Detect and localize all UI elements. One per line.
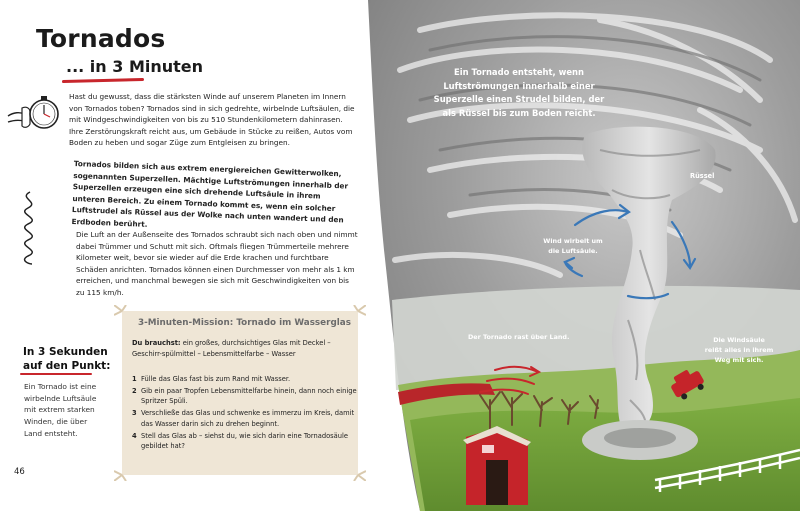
quick-facts-text: Ein Tornado ist eine wirbelnde Luftsäule mit extrem starken Winden, die über Land entsteht.	[24, 382, 97, 438]
mission-step: 1 Fülle das Glas fast bis zum Rand mit Wasser.	[132, 375, 291, 383]
annotation-ruessel: Rüssel	[690, 172, 715, 180]
page-title: Tornados	[36, 24, 166, 53]
quick-facts-title: In 3 Sekunden auf den Punkt:	[23, 346, 111, 372]
effects-paragraph: Die Luft an der Außenseite des Tornados schraubt sich nach oben und nimmt dabei Trümmer und Schutt mit sich. Oftmals fliegen Trümmerteile mehrere Kilometer weit, bevor sie wieder auf die Erde krachen und furchtbare Schäden anrichten. Tornados können einen Durchmesser von mehr als 1 km erreichen, und manchmal bewegen sie sich mit Geschwindigkeiten von bis zu 115 km/h.	[76, 230, 358, 297]
mission-step: 4 Stell das Glas ab – siehst du, wie sich darin eine Tornadosäule gebildet hat?	[132, 431, 348, 451]
annotation-rast: Der Tornado rast über Land.	[468, 333, 570, 341]
mission-step: 3 Verschließe das Glas und schwenke es immerzu im Kreis, damit das Wasser darin sich zu drehen beginnt.	[132, 409, 355, 428]
mission-materials: Du brauchst: ein großes, durchsichtiges Glas mit Deckel – Geschirr-spülmittel – Lebensmittelfarbe – Wasser	[132, 339, 331, 358]
annotation-saeule: Die Windsäule reißt alles in ihrem Weg mit sich.	[704, 336, 774, 364]
barn-illustration	[463, 426, 531, 505]
mission-steps	[132, 374, 357, 453]
stopwatch-icon	[6, 86, 68, 136]
mission-title: 3-Minuten-Mission: Tornado im Wasserglas	[138, 318, 351, 328]
annotation-main: Ein Tornado entsteht, wenn Luftströmungen innerhalb einer Superzelle einen Strudel bilden, der als Rüssel bis zum Boden reicht.	[433, 67, 605, 118]
mission-step: 2 Gib ein paar Tropfen Lebensmittelfarbe hinein, dann noch einige Spritzer Spüli.	[132, 386, 357, 406]
page-subtitle: ... in 3 Minuten	[66, 57, 204, 76]
formation-paragraph: Tornados bilden sich aus extrem energiereichen Gewitterwolken, sogenannten Superzellen. Mächtige Luftströmungen innerhalb der Superzellen erzeugen eine sich drehende Luftsäule in ihrem unteren Bereich. Zu einem Tornado kommt es, wenn ein solcher Luftstrudel als Rüssel aus der Wolke nach unten wandert und den Erdboden berührt.	[71, 158, 349, 229]
annotation-wind: Wind wirbelt um die Luftsäule.	[543, 237, 603, 255]
intro-paragraph: Hast du gewusst, dass die stärksten Winde auf unserem Planeten im Innern von Tornados toben? Tornados sind in sich gedrehte, wirbelnde Luftsäulen, die mit Windgeschwindigkeiten von bis zu 510 Stundenkilometern dahinrasen. Ihre Zerstörungskraft reicht aus, um Gebäude in Stücke zu reißen, Autos vom Boden zu heben und sogar Züge zum Entgleisen zu bringen.	[69, 92, 355, 148]
page-number: 46	[14, 467, 25, 477]
quick-facts-underline	[20, 373, 92, 375]
scribble-decoration	[14, 190, 46, 266]
